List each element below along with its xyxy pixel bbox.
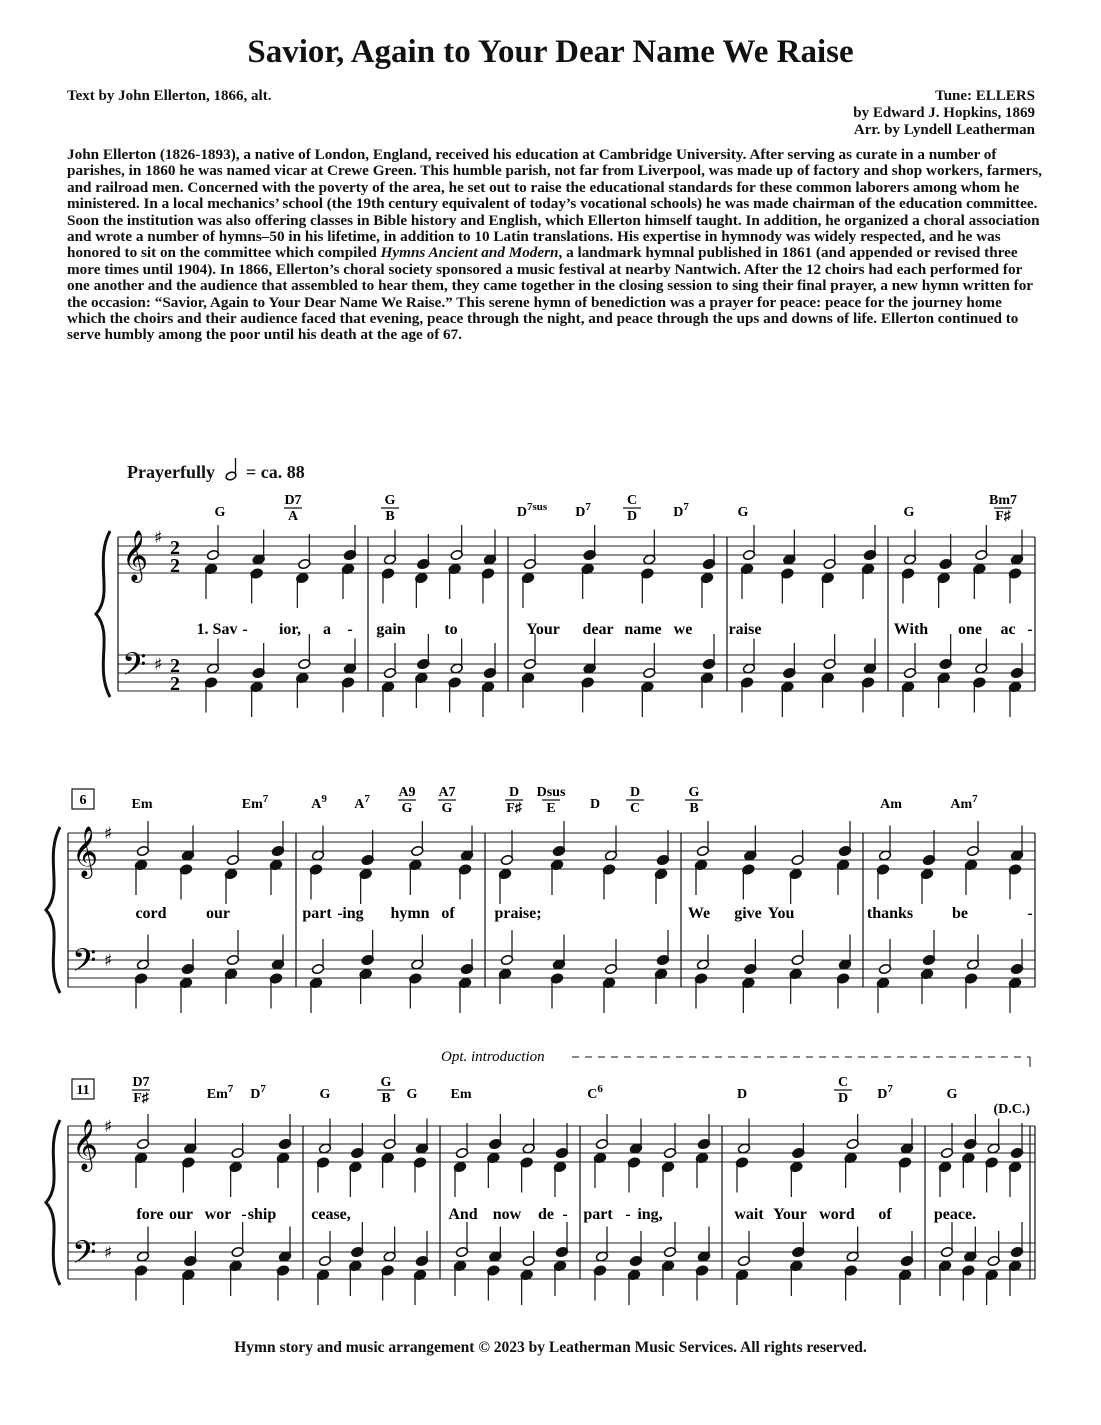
lyric-syllable: peace. — [933, 1206, 977, 1223]
lyric-syllable: hymn — [390, 905, 430, 922]
bass-clef-icon: 𝄢 — [122, 646, 147, 690]
chord-symbol: Am$^7$ — [950, 793, 978, 812]
chord-symbol: G — [319, 1087, 331, 1102]
lyric-syllable: - — [1027, 621, 1033, 638]
chord-top: A9 — [398, 785, 416, 800]
chord-symbol: Em — [131, 797, 153, 812]
lyric-syllable: raise — [728, 621, 762, 638]
lyric-syllable: wait — [734, 1206, 764, 1223]
chord-symbol: F♯ — [506, 801, 522, 816]
time-signature: 2 — [170, 537, 180, 559]
music-system-2 — [46, 785, 1035, 1013]
chord-symbol: C — [629, 801, 641, 816]
treble-staff — [118, 537, 1035, 573]
lyric-syllable: ing — [342, 905, 364, 922]
system-brace — [46, 1120, 60, 1285]
chord-top: D7 — [284, 493, 302, 508]
lyric-syllable: You — [767, 905, 795, 922]
chord-symbol: A — [287, 509, 299, 524]
chord-top: Bm7 — [989, 493, 1017, 508]
bass-staff — [68, 1243, 1035, 1279]
chord-symbol: G — [214, 505, 226, 520]
lyric-syllable: de — [538, 1206, 554, 1223]
chord-symbol: $D^{7sus}$ — [516, 501, 548, 520]
music-system-3 — [46, 1049, 1035, 1305]
measure-number: 6 — [79, 793, 87, 808]
chord-symbol: G — [401, 801, 413, 816]
tune-name: Tune: ELLERS — [935, 88, 1035, 104]
sharp-icon: ♯ — [104, 951, 113, 971]
hymn-title: Savior, Again to Your Dear Name We Raise — [247, 34, 854, 70]
lyric-syllable: And — [448, 1206, 478, 1223]
lyric-syllable: ac — [1000, 621, 1016, 638]
treble-clef-icon: 𝄞 — [72, 1119, 99, 1170]
chord-symbol: G — [903, 505, 915, 520]
chord-symbol: E — [546, 801, 556, 816]
chord-symbol: B — [385, 509, 395, 524]
chord-top: D — [629, 785, 641, 800]
lyric-syllable: a — [323, 621, 331, 638]
tune-composer: by Edward J. Hopkins, 1869 — [853, 105, 1035, 121]
lyric-syllable: - — [1027, 905, 1033, 922]
lyric-syllable: to — [444, 621, 458, 638]
lyric-syllable: we — [673, 621, 693, 638]
chord-symbol: G — [406, 1087, 418, 1102]
lyric-syllable: word — [819, 1206, 855, 1223]
lyric-syllable: Your — [773, 1206, 807, 1223]
lyric-syllable: - — [625, 1206, 631, 1223]
chord-symbol: Am — [880, 797, 902, 812]
chord-top: G — [384, 493, 396, 508]
music-system-1 — [96, 493, 1035, 717]
chord-top: D7 — [132, 1075, 150, 1090]
treble-staff — [68, 1126, 1035, 1162]
lyric-syllable: - — [242, 621, 248, 638]
lyric-syllable: - — [337, 905, 343, 922]
chord-symbol: $D^7$ — [250, 1083, 266, 1102]
chord-symbol: Em$^7$ — [241, 793, 269, 812]
lyric-syllable: - — [347, 621, 353, 638]
lyric-syllable: With — [893, 621, 929, 638]
lyric-syllable: thanks — [866, 905, 914, 922]
treble-clef-icon: 𝄞 — [122, 530, 149, 581]
chord-symbol: B — [689, 801, 699, 816]
opt-introduction-label: Opt. introduction — [441, 1049, 545, 1065]
chord-symbol: $A^9$ — [311, 793, 327, 812]
time-signature: 2 — [170, 655, 180, 677]
arranger: Arr. by Lyndell Leatherman — [853, 122, 1035, 138]
sharp-icon: ♯ — [104, 824, 113, 844]
text-credit: Text by John Ellerton, 1866, alt. — [67, 88, 272, 104]
chord-symbol: $A^7$ — [354, 793, 370, 812]
chord-symbol: $C^6$ — [587, 1083, 603, 1102]
lyric-syllable: wor — [204, 1206, 232, 1223]
tempo-word: Prayerfully — [127, 462, 215, 482]
tempo-value: = ca. 88 — [245, 462, 305, 482]
measure-number: 11 — [76, 1083, 90, 1098]
chord-top: C — [626, 493, 638, 508]
chord-symbol: G — [737, 505, 749, 520]
lyric-syllable: of — [441, 905, 455, 922]
chord-symbol: Em — [450, 1087, 472, 1102]
chord-symbol: D — [736, 1087, 748, 1102]
lyric-syllable: our — [169, 1206, 193, 1223]
chord-symbol: D — [626, 509, 638, 524]
lyric-syllable: of — [878, 1206, 892, 1223]
system-brace — [46, 827, 60, 993]
treble-clef-icon: 𝄞 — [72, 826, 99, 877]
chord-top: C — [837, 1075, 849, 1090]
chord-top: G — [688, 785, 700, 800]
system-brace — [96, 531, 110, 697]
lyric-syllable: name — [624, 621, 662, 638]
chord-symbol: $D^7$ — [673, 501, 689, 520]
copyright-footer: Hymn story and music arrangement © 2023 by Leatherman Music Services. All rights reserved. — [234, 1339, 867, 1356]
lyric-syllable: now — [492, 1206, 522, 1223]
lyric-syllable: one — [958, 621, 982, 638]
chord-symbol: Em$^7$ — [206, 1083, 234, 1102]
time-signature: 2 — [170, 555, 180, 577]
lyric-syllable: dear — [582, 621, 614, 638]
chord-symbol: $D^7$ — [575, 501, 591, 520]
lyric-syllable: be — [952, 905, 968, 922]
lyric-syllable: ship — [247, 1206, 277, 1223]
chord-symbol: D — [837, 1091, 849, 1106]
chord-symbol: F♯ — [995, 509, 1011, 524]
sharp-icon: ♯ — [154, 528, 163, 548]
story-part-1: John Ellerton (1826-1893), a native of London, England, received his education at Cambridge University. After serving as curate in a number of parishes, in 1860 he was named vicar at Crewe Green. This humble parish, not far from Liverpool, was made up of factory and shop workers, farmers, and railroad men. Concerned with the poverty of the area, he set out to raise the educational standards for these common laborers among whom he ministered. In a local mechanics’ school (the 19th century equivalent of today’s vocational schools) he was made chairman of the education committee. Soon the institution was also offering classes in Bible history and English, which Ellerton himself taught. In addition, he organized a choral association and wrote a number of hymns–50 in his lifetime, in addition to 10 Latin translations. His expertise in hymnody was widely respected, and he was honored to sit on the committee which compiled — [67, 146, 1042, 262]
bass-clef-icon: 𝄢 — [72, 1234, 97, 1278]
story-hymnal-title: Hymns Ancient and Modern — [380, 244, 559, 262]
lyric-syllable: gain — [376, 621, 406, 638]
lyric-syllable: our — [206, 905, 230, 922]
sharp-icon: ♯ — [104, 1243, 113, 1263]
bass-clef-icon: 𝄢 — [72, 942, 97, 986]
sharp-icon: ♯ — [104, 1117, 113, 1137]
lyric-syllable: We — [687, 905, 711, 922]
lyric-syllable: 1. Sav — [196, 621, 238, 638]
chord-top: Dsus — [536, 785, 566, 800]
lyric-syllable: praise; — [494, 905, 542, 922]
lyric-syllable: part — [302, 905, 332, 922]
chord-symbol: G — [946, 1087, 958, 1102]
lyric-syllable: ing, — [637, 1206, 663, 1223]
lyric-syllable: ior, — [278, 621, 302, 638]
da-capo-mark: (D.C.) — [993, 1102, 1030, 1117]
chord-symbol: $D^7$ — [877, 1083, 893, 1102]
chord-symbol: B — [381, 1091, 391, 1106]
time-signature: 2 — [170, 673, 180, 695]
chord-symbol: D — [589, 797, 601, 812]
lyric-syllable: - — [562, 1206, 568, 1223]
chord-top: A7 — [438, 785, 456, 800]
lyric-syllable: give — [734, 905, 762, 922]
lyric-syllable: part — [583, 1206, 613, 1223]
chord-symbol: F♯ — [133, 1091, 149, 1106]
lyric-syllable: Your — [526, 621, 560, 638]
sharp-icon: ♯ — [154, 655, 163, 675]
lyric-syllable: - — [241, 1206, 247, 1223]
chord-top: D — [508, 785, 520, 800]
story-part-2: , a landmark hymnal published in 1861 (and appended or revised three more times until 1904). In 1866, Ellerton’s choral society sponsored a music festival at nearby Nantwich. After the 12 choirs had each performed for one another and the audience that assembled to hear them, they came together in the closing session to sing their final prayer, a new hymn written for the occasion: “Savior, Again to Your Dear Name We Raise.” This serene hymn of benediction was a prayer for peace: peace for the journey home which the choirs and their audience faced that evening, peace through the night, and peace through the ups and downs of life. Ellerton continued to serve humbly among the poor until his death at the age of 67. — [67, 244, 1033, 344]
lyric-syllable: fore — [136, 1206, 164, 1223]
lyric-syllable: cease, — [311, 1206, 351, 1223]
chord-symbol: G — [441, 801, 453, 816]
chord-top: G — [380, 1075, 392, 1090]
lyric-syllable: cord — [135, 905, 167, 922]
